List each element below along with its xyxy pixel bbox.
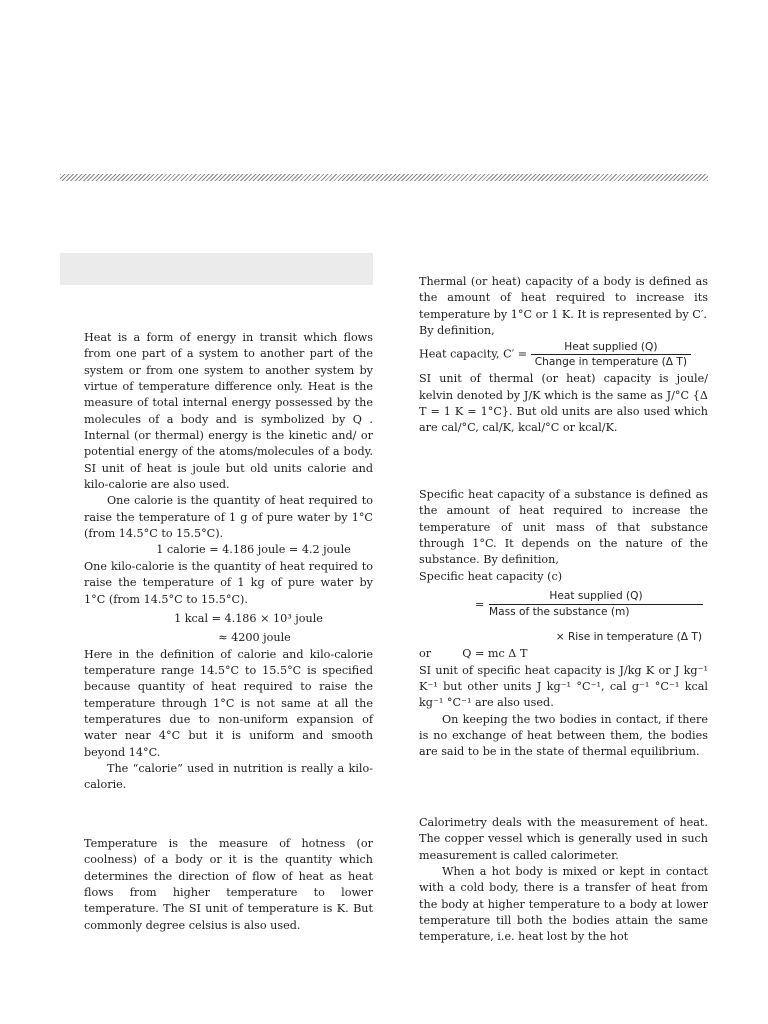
q-equation-line [419,646,708,662]
q-equation: Q = mc Δ T [462,647,528,661]
specific-heat-unit-paragraph: SI unit of specific heat capacity is J/kg K or J kg⁻¹ K⁻¹ but other units J kg⁻¹ °C⁻¹, cal g⁻¹ °C⁻¹ kcal kg⁻¹ °C⁻¹ are also used. [419,663,708,710]
by-definition-text: By definition, [419,324,495,338]
right-column-block-1 [419,274,708,437]
heat-paragraph: Heat is a form of energy in transit which flows from one part of a system to another part of the system or from one system to another system by virtue of temperature difference only. Heat is the measure of total internal energy possessed by the molecules of a body and is symbolized by Q . Internal (or thermal) energy is the kinetic and/ or potential energy of the atoms/molecules of a body. SI unit of heat is joule but old units calorie and kilo-calorie are also used. [84,331,373,492]
calorie-equation: 1 calorie = 4.186 joule = 4.2 joule [156,543,351,557]
hatched-divider [60,174,708,181]
specific-heat-denominator: Mass of the substance (m) [489,606,630,619]
right-column-block-2 [419,487,708,761]
specific-heat-formula [419,589,708,629]
range-note-paragraph: Here in the definition of calorie and kilo-calorie temperature range 14.5°C to 15.5°C is specified because quantity of heat required to raise the temperature through 1°C is not same at all the temperatures due to non-uniform expansion of water near 4°C but it is uniform and smooth beyond 14°C. [84,647,373,759]
nutrition-note: The “calorie” used in nutrition is really a kilo-calorie. [84,761,373,792]
calorimetry-paragraph: Calorimetry deals with the measurement of heat. The copper vessel which is generally used in such measurement is called calorimeter. [419,816,708,862]
temperature-paragraph: Temperature is the measure of hotness (or coolness) of a body or it is the quantity which determines the direction of flow of heat as heat flows from higher temperature to lower temperature. The SI unit of temperature is K. But commonly degree celsius is also used. [84,837,373,932]
specific-heat-fraction [489,589,703,620]
heat-capacity-formula [419,340,708,369]
hot-cold-paragraph: When a hot body is mixed or kept in contact with a cold body, there is a transfer of heat from the body at higher temperature to a body at lower temperature till both the bodies attain the same temperature, i.e. heat lost by the hot [419,865,708,944]
kcal-definition: One kilo-calorie is the quantity of heat required to raise the temperature of 1 kg of pure water by 1°C (from 14.5°C to 15.5°C). [84,559,373,606]
calorie-definition: One calorie is the quantity of heat required to raise the temperature of 1 g of pure water by 1°C (from 14.5°C to 15.5°C). [84,494,373,541]
thermal-equilibrium-paragraph: On keeping the two bodies in contact, if there is no exchange of heat between them, the bodies are said to be in the state of thermal equilibrium. [419,712,708,759]
specific-heat-equals: = [475,598,485,612]
left-column-block-1 [84,330,373,794]
section-heading-bar [60,253,373,285]
heat-capacity-label: Heat capacity, C′ = [419,347,528,361]
right-column-block-3 [419,815,708,946]
left-column-block-2 [84,836,373,934]
specific-heat-denominator-cont: × Rise in temperature (Δ T) [555,631,702,644]
heat-capacity-numerator: Heat supplied (Q) [531,340,691,355]
heat-capacity-fraction [531,340,691,369]
kcal-equation-1: 1 kcal = 4.186 × 10³ joule [174,611,323,625]
specific-heat-paragraph: Specific heat capacity of a substance is defined as the amount of heat required to increase the temperature of unit mass of that substance through 1°C. It depends on the nature of the substance. By definition, [419,488,708,567]
specific-heat-numerator: Heat supplied (Q) [489,589,703,605]
or-text: or [419,647,432,661]
kcal-equation-2: ≈ 4200 joule [218,631,291,645]
thermal-capacity-paragraph: Thermal (or heat) capacity of a body is defined as the amount of heat required to increase its temperature by 1°C or 1 K. It is represented by C′. [419,275,708,321]
specific-heat-label: Specific heat capacity (c) [419,569,563,583]
heat-capacity-denominator: Change in temperature (Δ T) [534,356,688,369]
heat-capacity-unit-paragraph: SI unit of thermal (or heat) capacity is joule/ kelvin denoted by J/K which is the same as J/°C {Δ T = 1 K = 1°C}. But old units are also used which are cal/°C, cal/K, kcal/°C or kcal/K. [419,372,708,435]
